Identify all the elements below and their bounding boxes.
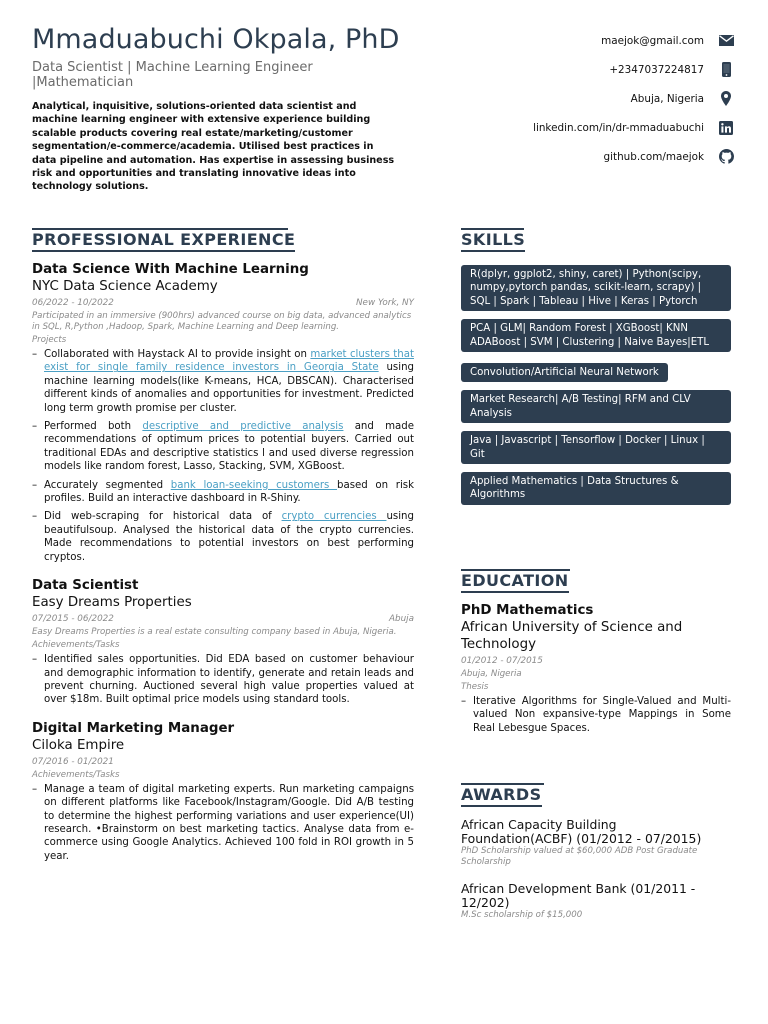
education-dates	[461, 656, 731, 667]
contact-email[interactable]	[414, 26, 734, 55]
list-item	[32, 510, 414, 564]
skill-tag: Convolution/Artificial Neural Network	[461, 363, 668, 382]
education-degree: PhD Mathematics	[461, 603, 594, 618]
bullet-text: Collaborated with Haystack AI to provide insight on	[44, 349, 311, 360]
project-link[interactable]: bank loan-seeking customers	[170, 479, 338, 491]
location-pin-icon	[718, 91, 734, 107]
skill-tag: PCA | GLM| Random Forest | XGBoost| KNN ADABoost | SVM | Clustering | Naive Bayes|ETL	[461, 319, 731, 352]
resume-name: Mmaduabuchi Okpala, PhD	[32, 24, 400, 55]
skill-tag: Applied Mathematics | Data Structures & Algorithms	[461, 472, 731, 505]
job-bullets	[32, 653, 414, 707]
job-meta	[32, 757, 414, 768]
education-school: African University of Science and Technology	[461, 620, 683, 652]
education-bullets	[461, 695, 731, 735]
job-entry	[32, 578, 414, 707]
education-entry	[461, 603, 731, 740]
job-organization: Easy Dreams Properties	[32, 595, 192, 611]
award-title: African Development Bank (01/2011 - 12/202)	[461, 881, 696, 910]
list-item	[32, 348, 414, 415]
job-bullets	[32, 783, 414, 863]
contact-email-text: maejok@gmail.com	[601, 34, 704, 47]
job-tasks-label: Projects	[32, 335, 67, 345]
contact-github[interactable]	[414, 142, 734, 171]
contact-linkedin-text: linkedin.com/in/dr-mmaduabuchi	[533, 121, 704, 134]
project-link[interactable]: crypto currencies	[281, 511, 387, 523]
contact-list	[414, 26, 734, 171]
bullet-text: Performed both	[44, 421, 143, 433]
job-organization: NYC Data Science Academy	[32, 279, 218, 294]
job-dates: 07/2015 - 06/2022	[32, 614, 114, 625]
section-title-skills: SKILLS	[461, 230, 525, 252]
bullet-text: based on risk profiles. Build an interactive dashboard in R-Shiny.	[44, 479, 414, 505]
github-icon	[718, 149, 734, 165]
contact-phone[interactable]	[414, 55, 734, 84]
award-description: M.Sc scholarship of $15,000	[461, 910, 583, 920]
job-entry	[32, 262, 414, 564]
job-title: Data Scientist	[32, 578, 139, 594]
education-dates-text: 01/2012 - 07/2015	[461, 656, 543, 666]
project-link[interactable]: descriptive and predictive analysis	[142, 421, 344, 433]
contact-github-text: github.com/maejok	[603, 150, 704, 163]
section-title-education: EDUCATION	[461, 571, 569, 593]
list-item	[32, 420, 414, 474]
contact-location	[414, 84, 734, 113]
skill-tag: Market Research| A/B Testing| RFM and CLV Analysis	[461, 390, 731, 423]
job-location: Abuja	[388, 614, 414, 625]
envelope-icon	[718, 33, 734, 49]
resume-subtitle: Data Scientist | Machine Learning Engineer |Mathematician	[32, 60, 313, 90]
linkedin-icon	[718, 120, 734, 136]
bullet-text: Did web-scraping for historical data of	[44, 511, 282, 523]
job-meta	[32, 614, 414, 625]
skills-list	[461, 265, 731, 513]
job-bullets	[32, 348, 414, 564]
contact-phone-text: +2347037224817	[609, 63, 704, 76]
awards-list	[461, 818, 731, 921]
phone-icon	[718, 62, 734, 78]
job-entry	[32, 721, 414, 863]
job-description: Easy Dreams Properties is a real estate consulting company based in Abuja, Nigeria.	[32, 627, 397, 638]
job-dates: 07/2016 - 01/2021	[32, 756, 114, 767]
award-description: PhD Scholarship valued at $60,000 ADB Post Graduate Scholarship	[461, 846, 698, 867]
job-organization: Ciloka Empire	[32, 737, 125, 753]
job-title: Digital Marketing Manager	[32, 720, 235, 736]
section-title-experience: PROFESSIONAL EXPERIENCE	[32, 230, 295, 252]
bullet-text: using beautifulsoup. Analysed the historical data of the crypto currencies. Made recommendations to potential investors on best performing cryptos.	[44, 511, 414, 563]
education-location: Abuja, Nigeria	[461, 669, 522, 679]
contact-location-text: Abuja, Nigeria	[630, 92, 704, 105]
job-title: Data Science With Machine Learning	[32, 262, 309, 277]
job-tasks-label: Achievements/Tasks	[32, 769, 120, 780]
bullet-text: using machine learning models(like K-means, HCA, DBSCAN). Characterised different kinds of anomalies and opportunities for investment. Predicted long term growth promise per cluster.	[44, 362, 414, 414]
experience-list	[32, 262, 414, 877]
award-entry	[461, 818, 731, 868]
job-dates: 06/2022 - 10/2022	[32, 298, 114, 308]
section-title-awards: AWARDS	[461, 785, 542, 807]
bullet-text: and made recommendations of optimum prices to potential buyers. Carried out traditional EDAs and descriptive statistics l and used diverse regression models like random forest, Lasso, Stacking, SVM, XGBoost.	[44, 421, 414, 473]
list-item: – Manage a team of digital marketing experts. Run marketing campaigns on different platforms like Facebook/Instagram/Google. Did A/B testing to determine the highest performing variations and user experience(UI) research. •Brainstorm on best marketing tactics. Analyse data from e-commerce using Google Analytics. Achieved 100 fold in ROI growth in 5 year.	[32, 783, 414, 863]
list-item: – Iterative Algorithms for Single-Valued and Multi-valued Non expansive-type Mappings in Some Real Lebesgue Spaces.	[461, 695, 731, 735]
job-description: Participated in an immersive (900hrs) advanced course on big data, advanced analytics in SQL, R,Python ,Hadoop, Spark, Machine Learning and Deep learning.	[32, 311, 412, 332]
award-title: African Capacity Building Foundation(ACBF) (01/2012 - 07/2015)	[461, 817, 702, 846]
contact-linkedin[interactable]	[414, 113, 734, 142]
job-tasks-label: Achievements/Tasks	[32, 640, 120, 651]
job-meta	[32, 298, 414, 309]
skill-tag: Java | Javascript | Tensorflow | Docker | Linux | Git	[461, 431, 731, 464]
job-location: New York, NY	[355, 298, 414, 308]
project-link[interactable]: market clusters that exist for single family residence investors in Georgia State	[44, 349, 414, 374]
bullet-text: Accurately segmented	[44, 479, 171, 491]
list-item: – Identified sales opportunities. Did EDA based on customer behaviour and demographic information to identify, generate and retain leads and prevent churning. Auctioned several high value properties valued at over $18m. Built optimal price models using standard tools.	[32, 653, 414, 707]
skill-tag: R(dplyr, ggplot2, shiny, caret) | Python(scipy, numpy,pytorch pandas, scikit-learn, scrapy) | SQL | Spark | Tableau | Hive | Keras | Pytorch	[461, 265, 731, 311]
education-thesis-label: Thesis	[461, 682, 489, 692]
resume-summary: Analytical, inquisitive, solutions-oriented data scientist and machine learning engineer with extensive experience building scalable products covering real estate/marketing/customer segmentation/e-commerce/academia. Utilised best practices in data pipeline and automation. Has expertise in assessing business risk and opportunities and translating innovative ideas into technology solutions.	[32, 101, 395, 193]
list-item	[32, 479, 414, 506]
award-entry	[461, 882, 731, 921]
